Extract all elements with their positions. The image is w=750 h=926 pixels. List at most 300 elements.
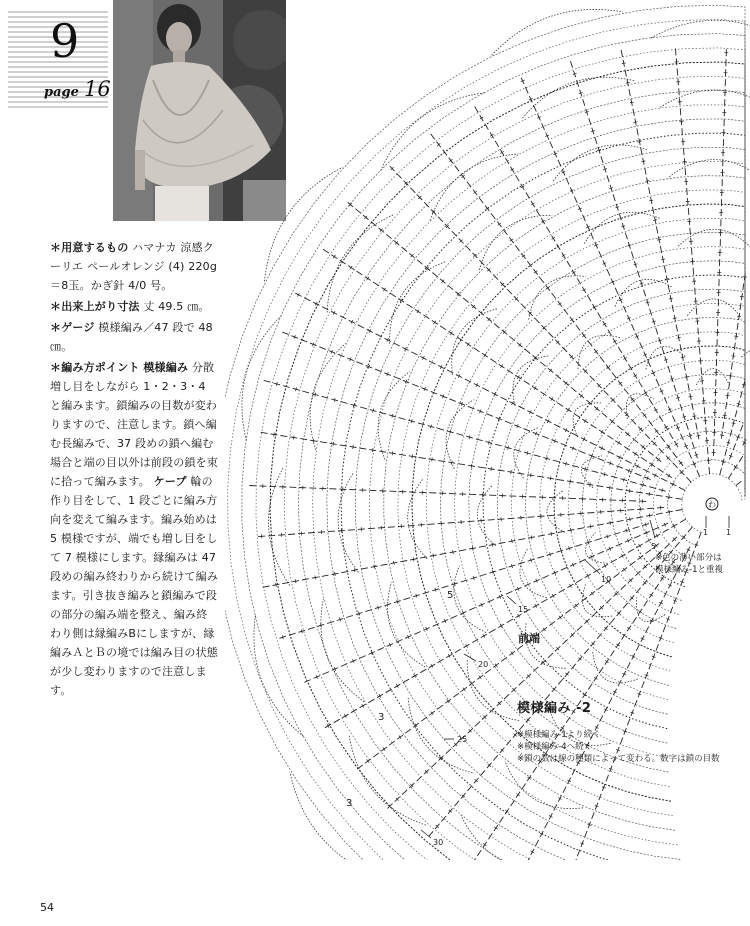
gauge-section <box>50 318 218 356</box>
stitch-mark <box>397 173 402 178</box>
stitch-mark <box>661 436 665 442</box>
stitch-mark <box>676 49 677 56</box>
stitch-mark <box>655 584 659 590</box>
stitch-mark <box>600 357 604 363</box>
stitch-tick <box>590 483 591 487</box>
stitch-tick <box>677 337 681 338</box>
stitch-mark <box>302 579 309 580</box>
stitch-tick <box>353 403 354 407</box>
stitch-mark <box>378 648 384 651</box>
stitch-mark <box>576 579 582 583</box>
stitch-mark <box>516 175 520 181</box>
stitch-tick <box>450 430 451 434</box>
stitch-mark <box>334 719 340 723</box>
stitch-mark <box>689 452 692 458</box>
scallop-arc <box>573 403 601 437</box>
stitch-mark <box>402 790 407 795</box>
stitch-mark <box>672 305 673 312</box>
stitch-tick <box>432 458 433 462</box>
shade-note <box>655 552 723 576</box>
svg-text:20: 20 <box>478 660 489 669</box>
stitch-mark <box>600 716 603 722</box>
stitch-mark <box>650 309 652 316</box>
stitch-mark <box>647 508 654 509</box>
stitch-mark <box>537 556 544 558</box>
stitch-mark <box>357 271 363 275</box>
stitch-mark <box>458 464 465 465</box>
stitch-mark <box>611 650 615 656</box>
stitch-mark <box>659 448 664 453</box>
stitch-mark <box>506 591 512 594</box>
stitch-mark <box>680 108 681 115</box>
stitch-mark <box>457 337 463 341</box>
stitch-mark <box>644 601 648 607</box>
stitch-mark <box>431 134 435 140</box>
stitch-mark <box>304 298 310 301</box>
stitch-mark <box>442 586 449 588</box>
stitch-mark <box>421 717 427 721</box>
stitch-mark <box>264 380 271 382</box>
shade-note-line-2: 模様編み-1と重複 <box>655 565 723 575</box>
stitch-mark <box>687 188 688 195</box>
stitch-mark <box>663 625 666 632</box>
stitch-mark <box>553 460 560 462</box>
stitch-mark <box>431 763 436 768</box>
stitch-mark <box>660 246 661 253</box>
stitch-mark <box>524 381 530 385</box>
stitch-mark <box>587 513 594 514</box>
stitch-mark <box>583 99 585 106</box>
stitch-mark <box>437 705 443 709</box>
stitch-mark <box>524 583 530 586</box>
stitch-mark <box>404 598 411 600</box>
stitch-mark <box>577 278 581 284</box>
stitch-mark <box>360 407 367 409</box>
stitch-mark <box>379 451 386 452</box>
stitch-mark <box>488 520 495 521</box>
stitch-mark <box>304 680 310 683</box>
stitch-mark <box>390 293 396 297</box>
stitch-mark <box>341 571 348 572</box>
stitch-mark <box>699 532 702 539</box>
stitch-mark <box>537 476 544 477</box>
stitch-mark <box>625 70 626 77</box>
stitch-mark <box>509 336 514 340</box>
stitch-mark <box>420 669 426 673</box>
stitch-mark <box>649 487 656 489</box>
stitch-mark <box>525 349 530 354</box>
stitch-mark <box>376 334 382 337</box>
stitch-mark <box>637 129 638 136</box>
stitch-mark <box>469 607 475 610</box>
chain-row-arc <box>455 247 745 758</box>
stitch-mark <box>399 418 406 420</box>
stitch-mark <box>388 527 395 528</box>
stitch-mark <box>701 367 702 374</box>
stitch-tick <box>737 316 741 317</box>
stitch-tick <box>334 398 335 402</box>
stitch-mark <box>282 582 289 583</box>
stitch-mark <box>448 523 455 524</box>
stitch-mark <box>480 770 485 775</box>
stitch-mark <box>673 463 678 468</box>
stitch-mark <box>526 192 530 198</box>
stitch-mark <box>618 680 621 686</box>
stitch-mark <box>641 457 647 461</box>
scallop-arc <box>523 77 636 118</box>
stitch-mark <box>468 786 473 791</box>
stitch-tick <box>527 451 528 455</box>
stitch-mark <box>623 306 626 312</box>
stitch-tick <box>313 439 314 443</box>
stitch-mark <box>687 477 692 482</box>
stitch-mark <box>480 574 487 576</box>
stitch-mark <box>591 425 597 429</box>
stitch-mark <box>685 168 686 175</box>
stitch-mark <box>486 414 493 417</box>
stitch-mark <box>403 679 409 683</box>
stitch-mark <box>478 467 485 468</box>
stitch-mark <box>518 539 525 540</box>
stitch-mark <box>684 364 685 371</box>
stitch-tick <box>669 495 670 499</box>
stitch-mark <box>587 295 591 301</box>
stitch-tick <box>296 387 297 391</box>
stitch-mark <box>394 377 401 380</box>
stitch-tick <box>571 528 572 532</box>
stitch-tick <box>634 122 638 123</box>
stitch-mark <box>636 644 639 650</box>
stitch-mark <box>359 448 366 449</box>
stitch-mark <box>446 749 451 754</box>
stitch-tick <box>353 445 354 449</box>
stitch-mark <box>641 148 642 155</box>
stitch-tick <box>685 377 689 378</box>
stitch-mark <box>399 454 406 455</box>
svg-text:10: 10 <box>601 575 612 584</box>
stitch-mark <box>440 326 446 330</box>
stitch-mark <box>610 618 615 623</box>
stitch-mark <box>625 233 627 240</box>
stitch-mark <box>614 533 621 535</box>
stitch-mark <box>612 373 616 379</box>
stitch-mark <box>577 626 582 631</box>
start-label-right: 1 <box>726 528 732 537</box>
stitch-mark <box>328 531 335 532</box>
row-label-15 <box>507 596 528 614</box>
stitch-mark <box>616 543 622 546</box>
pattern-subheading: 模様編み <box>143 361 189 374</box>
stitch-mark <box>737 323 738 330</box>
stitch-mark <box>420 557 427 558</box>
stitch-mark <box>368 699 374 703</box>
stitch-mark <box>664 591 667 597</box>
stitch-tick <box>491 467 492 471</box>
stitch-mark <box>323 672 329 675</box>
stitch-mark <box>675 542 680 547</box>
stitch-tick <box>512 539 513 543</box>
stitch-mark <box>396 640 403 643</box>
stitch-tick <box>392 414 393 418</box>
stitch-mark <box>674 385 676 392</box>
stitch-mark <box>437 428 444 430</box>
stitch-mark <box>703 387 704 394</box>
stitch-mark <box>500 817 504 823</box>
stitch-mark <box>282 332 289 335</box>
stitch-mark <box>448 285 453 289</box>
stitch-mark <box>592 812 595 819</box>
stitch-mark <box>503 229 507 235</box>
stitch-mark <box>618 347 622 353</box>
stitch-mark <box>361 568 368 569</box>
stitch-mark <box>308 627 315 629</box>
stitch-mark <box>663 529 669 533</box>
stitch-mark <box>681 434 684 440</box>
stitch-mark <box>485 669 491 673</box>
stitch-mark <box>466 246 471 251</box>
stitch-mark <box>625 460 631 463</box>
stitch-mark <box>635 700 638 707</box>
stitch-mark <box>536 415 542 418</box>
stitch-mark <box>557 479 564 480</box>
stitch-mark <box>459 550 466 551</box>
stitch-tick <box>731 356 735 357</box>
page-word: page <box>44 85 79 100</box>
stitch-mark <box>386 234 391 239</box>
stitch-mark <box>585 831 588 838</box>
scallop-arc <box>584 212 660 243</box>
stitch-mark <box>576 325 580 331</box>
stitch-mark <box>598 458 605 461</box>
stitch-mark <box>597 524 604 525</box>
stitch-mark <box>676 510 683 511</box>
stitch-mark <box>488 833 492 839</box>
note-2: ※模様編み-4へ続く <box>517 742 593 752</box>
stitch-mark <box>704 407 705 414</box>
stitch-mark <box>668 366 670 373</box>
gauge-heading: ＊ゲージ <box>50 321 95 334</box>
stitch-mark <box>635 473 642 476</box>
stitch-mark <box>668 285 669 292</box>
stitch-mark <box>588 341 592 347</box>
materials-text: ハマナカ 涼感クーリエ ペールオレンジ (4) 220g＝8玉。かぎ針 4/0 号。 <box>50 241 218 292</box>
stitch-mark <box>410 188 415 193</box>
stitch-mark <box>494 324 499 329</box>
stitch-mark <box>676 498 683 499</box>
stitch-mark <box>617 426 622 430</box>
scallop-arc <box>492 9 623 55</box>
stitch-mark <box>412 384 419 387</box>
stitch-tick <box>610 486 611 490</box>
stitch-mark <box>428 524 435 525</box>
stitch-tick <box>661 259 665 260</box>
stitch-mark <box>602 413 607 418</box>
stitch-mark <box>692 442 694 449</box>
stitch-mark <box>540 277 544 283</box>
stitch-mark <box>631 252 633 259</box>
stitch-mark <box>656 379 659 385</box>
stitch-mark <box>566 717 570 723</box>
stitch-mark <box>499 568 506 570</box>
stitch-tick <box>622 63 626 64</box>
stitch-mark <box>656 227 657 234</box>
stitch-mark <box>730 430 732 437</box>
stitch-mark <box>455 166 459 172</box>
stitch-mark <box>348 530 355 531</box>
stitch-mark <box>449 399 456 402</box>
stitch-tick <box>669 298 673 299</box>
stitch-mark <box>559 589 565 593</box>
stitch-mark <box>606 598 611 603</box>
stitch-mark <box>677 68 678 75</box>
stitch-tick <box>604 472 605 476</box>
row-label-25 <box>444 735 467 744</box>
stitch-tick <box>657 239 661 240</box>
stitch-mark <box>740 303 741 310</box>
scallop-arc <box>290 772 380 860</box>
chart-title: 模様編み -2 <box>517 701 592 716</box>
stitch-tick <box>276 583 277 587</box>
stitch-tick <box>551 532 552 536</box>
stitch-mark <box>474 348 480 352</box>
stitch-mark <box>649 573 654 578</box>
stitch-mark <box>525 87 528 93</box>
stitch-tick <box>315 576 316 580</box>
stitch-tick <box>274 433 275 437</box>
stitch-tick <box>641 161 645 162</box>
stitch-mark <box>432 273 437 278</box>
stitch-tick <box>649 492 650 496</box>
stitch-mark <box>386 689 392 693</box>
stitch-mark <box>356 362 363 365</box>
stitch-tick <box>729 376 733 377</box>
stitch-mark <box>468 521 475 522</box>
scallop-arc <box>242 315 282 440</box>
stitch-mark <box>543 575 549 578</box>
svg-text:25: 25 <box>457 735 468 744</box>
stitch-mark <box>676 325 677 332</box>
stitch-tick <box>373 448 374 452</box>
stitch-mark <box>661 478 667 481</box>
stitch-mark <box>736 481 742 485</box>
scallop-arc <box>593 652 638 683</box>
stitch-mark <box>371 222 376 226</box>
scallop-arc <box>529 276 586 320</box>
stitch-mark <box>677 588 680 595</box>
stitch-mark <box>411 352 417 355</box>
stitch-mark <box>627 662 630 668</box>
finished-size-heading: ＊出来上がり寸法 <box>50 300 140 313</box>
stitch-mark <box>375 369 382 372</box>
stitch-tick <box>689 396 693 397</box>
stitch-mark <box>322 575 329 576</box>
stitch-mark <box>308 533 315 534</box>
stitch-mark <box>505 421 512 424</box>
scallop-arc <box>578 335 620 369</box>
stitch-mark <box>355 209 360 214</box>
stitch-mark <box>577 850 580 857</box>
stitch-mark <box>633 109 634 116</box>
stitch-mark <box>538 535 545 536</box>
stitch-mark <box>606 775 609 782</box>
scallop-arc <box>467 660 519 721</box>
stitch-tick <box>374 565 375 569</box>
scallop-arc <box>452 309 498 375</box>
stitch-mark <box>709 467 710 474</box>
stitch-mark <box>567 514 574 515</box>
stitch-mark <box>696 423 697 430</box>
stitch-tick <box>669 510 670 514</box>
stitch-mark <box>729 382 730 389</box>
stitch-mark <box>545 822 548 828</box>
stitch-mark <box>621 50 622 57</box>
stitch-mark <box>320 442 327 443</box>
stitch-mark <box>673 452 677 458</box>
pattern-number: 9 <box>50 14 80 68</box>
stitch-tick <box>550 476 551 480</box>
stitch-mark <box>628 549 634 553</box>
stitch-mark <box>280 436 287 437</box>
stitch-mark <box>563 640 568 645</box>
stitch-mark <box>645 434 650 439</box>
chart-notes <box>517 729 720 765</box>
stitch-mark <box>393 343 399 346</box>
stitch-mark <box>438 217 443 222</box>
shade-note-line-1: ※色の薄い部分は <box>655 553 722 563</box>
stitch-mark <box>501 397 507 400</box>
stitch-mark <box>636 492 643 493</box>
stitch-mark <box>682 128 683 135</box>
stitch-mark <box>340 260 346 264</box>
stitch-mark <box>697 470 700 476</box>
svg-text:5: 5 <box>651 542 657 551</box>
stitch-tick <box>723 415 727 416</box>
stitch-mark <box>648 361 651 367</box>
stitch-mark <box>534 105 537 111</box>
stitch-tick <box>681 357 685 358</box>
stitch-mark <box>656 495 663 496</box>
stitch-mark <box>467 182 471 188</box>
stitch-tick <box>623 478 624 482</box>
stitch-mark <box>601 156 603 163</box>
stitch-tick <box>392 451 393 455</box>
stitch-mark <box>567 261 571 267</box>
front-edge-label: 前端 <box>518 632 540 645</box>
stitch-mark <box>476 439 483 441</box>
stitch-mark <box>658 468 664 472</box>
stitch-mark <box>455 801 460 806</box>
stitch-mark <box>680 344 681 351</box>
stitch-mark <box>634 535 640 538</box>
stitch-mark <box>302 391 309 393</box>
stitch-mark <box>400 561 407 562</box>
chain-row-arc <box>483 275 745 729</box>
stitch-mark <box>472 858 476 860</box>
stitch-mark <box>475 107 479 113</box>
stitch-mark <box>493 275 498 280</box>
note-1: ※模様編み-1より続く <box>517 730 601 740</box>
stitch-mark <box>679 88 680 95</box>
stitch-mark <box>554 424 560 427</box>
chain-row-arc <box>582 375 745 629</box>
stitch-mark <box>692 403 693 410</box>
stitch-mark <box>579 451 586 454</box>
stitch-mark <box>451 616 457 619</box>
stitch-mark <box>379 412 386 414</box>
stitch-mark <box>571 387 576 392</box>
scallop-arc <box>477 485 496 546</box>
stitch-mark <box>627 719 630 726</box>
